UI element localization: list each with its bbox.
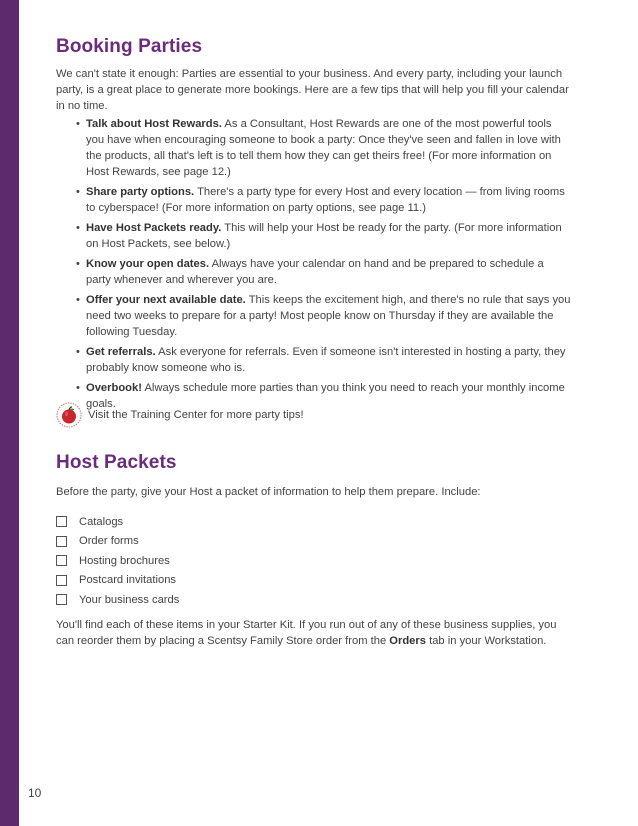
booking-intro: We can't state it enough: Parties are essential to your business. And every party, including your launch party, is a great place to generate more bookings. Here are a few tips that will help you fill your calendar in no time.: [56, 68, 569, 112]
list-item: • Talk about Host Rewards. As a Consultant, Host Rewards are one of the most powerful tools you have when encouraging someone to book a party: Once they've seen and fallen in love with the products, all that's left is to tell them how they can get theirs free! (For more information on Host Rewards, see page 12.): [76, 116, 571, 180]
booking-tips-list: [76, 116, 571, 416]
checklist-item: Hosting brochures: [56, 551, 179, 571]
left-sidebar-bar: [0, 0, 19, 826]
orders-tab-reference: Orders: [389, 635, 426, 647]
host-packet-checklist: [56, 512, 179, 610]
apple-icon: [56, 402, 82, 428]
checkbox[interactable]: [56, 555, 67, 566]
checklist-item: Your business cards: [56, 590, 179, 610]
checkbox[interactable]: [56, 536, 67, 547]
page-number: 10: [28, 786, 42, 800]
list-item: • Overbook! Always schedule more parties than you think you need to reach your monthly income goals.: [76, 380, 571, 412]
host-intro: Before the party, give your Host a packet of information to help them prepare. Include:: [56, 486, 481, 498]
list-item: • Share party options. There's a party type for every Host and every location — from living rooms to cyberspace! (For more information on party options, see page 11.): [76, 184, 571, 216]
list-item: • Have Host Packets ready. This will help your Host be ready for the party. (For more information on Host Packets, see below.): [76, 220, 571, 252]
checklist-item: Catalogs: [56, 512, 179, 532]
host-packets-heading: Host Packets: [56, 452, 177, 473]
checklist-item: Order forms: [56, 532, 179, 552]
checklist-item: Postcard invitations: [56, 571, 179, 591]
tip-text: Visit the Training Center for more party tips!: [88, 409, 304, 421]
checkbox[interactable]: [56, 516, 67, 527]
list-item: • Know your open dates. Always have your calendar on hand and be prepared to schedule a party whenever and wherever you are.: [76, 256, 571, 288]
checkbox[interactable]: [56, 594, 67, 605]
checkbox[interactable]: [56, 575, 67, 586]
booking-parties-heading: Booking Parties: [56, 36, 203, 57]
training-tip: [56, 402, 304, 428]
host-closing-paragraph: You'll find each of these items in your Starter Kit. If you run out of any of these business supplies, you can reorder them by placing a Scentsy Family Store order from the Orders tab in your Workstation.: [56, 619, 557, 647]
list-item: • Get referrals. Ask everyone for referrals. Even if someone isn't interested in hosting a party, they probably know someone who is.: [76, 344, 571, 376]
list-item: • Offer your next available date. This keeps the excitement high, and there's no rule that says you need two weeks to prepare for a party! Most people know on Thursday if they are available the following Tuesday.: [76, 292, 571, 340]
